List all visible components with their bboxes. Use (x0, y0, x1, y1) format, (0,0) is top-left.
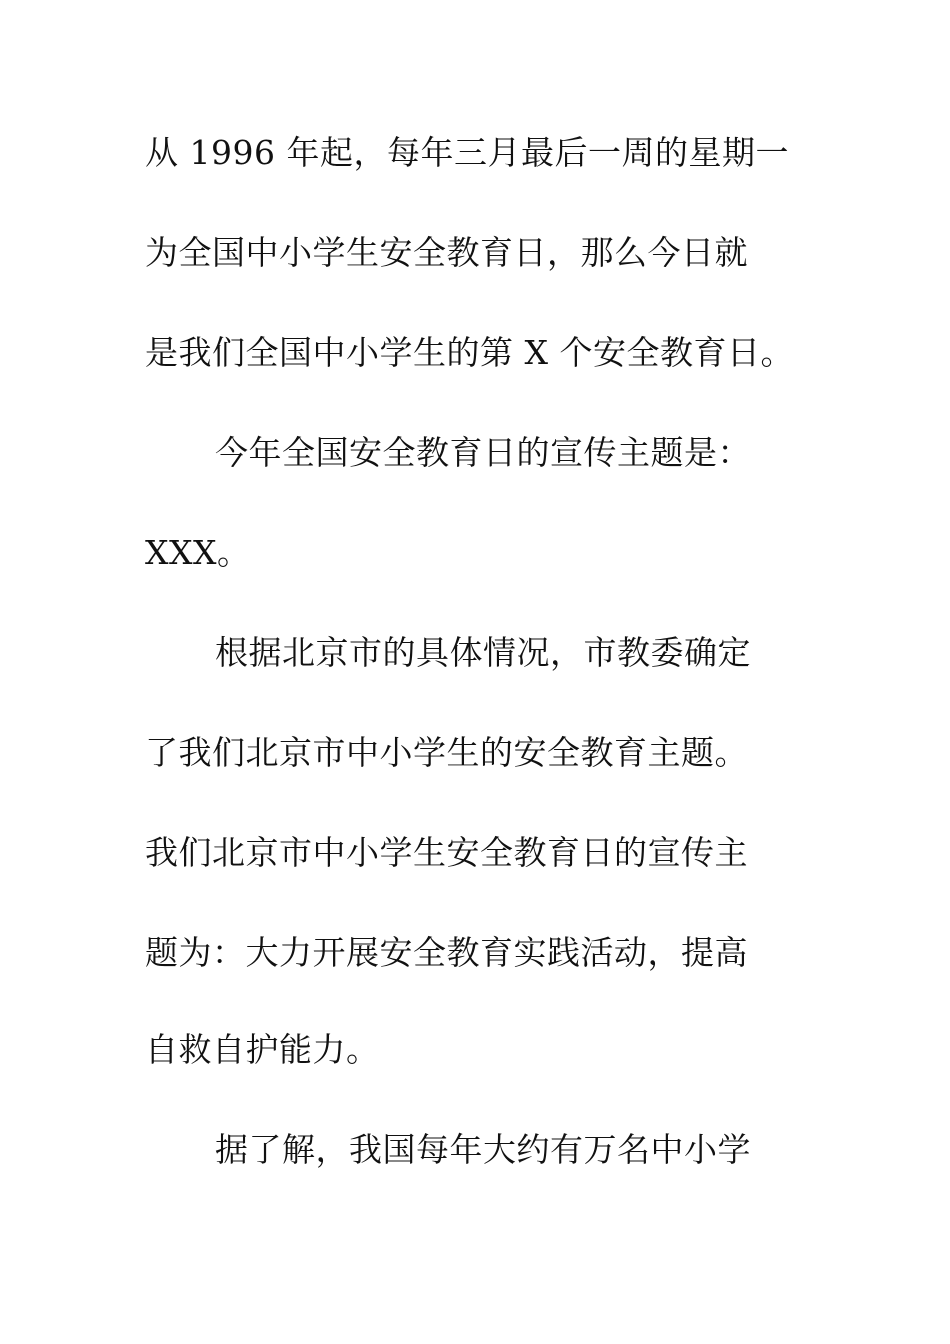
paragraph-first-line: 根据北京市的具体情况，市教委确定 (215, 633, 751, 672)
text-line: XXX。 (145, 533, 251, 572)
text-line: 了我们北京市中小学生的安全教育主题。 (145, 733, 748, 772)
text-line: 为全国中小学生安全教育日，那么今日就 (145, 233, 748, 272)
paragraph-first-line: 今年全国安全教育日的宣传主题是： (215, 433, 751, 472)
paragraph-first-line: 据了解，我国每年大约有万名中小学 (215, 1130, 751, 1169)
text-line: 是我们全国中小学生的第 X 个安全教育日。 (145, 333, 794, 372)
text-line: 我们北京市中小学生安全教育日的宣传主 (145, 833, 748, 872)
text-line: 题为：大力开展安全教育实践活动，提高 (145, 933, 748, 972)
text-line: 自救自护能力。 (145, 1030, 380, 1069)
text-line: 从 1996 年起，每年三月最后一周的星期一 (145, 133, 789, 172)
